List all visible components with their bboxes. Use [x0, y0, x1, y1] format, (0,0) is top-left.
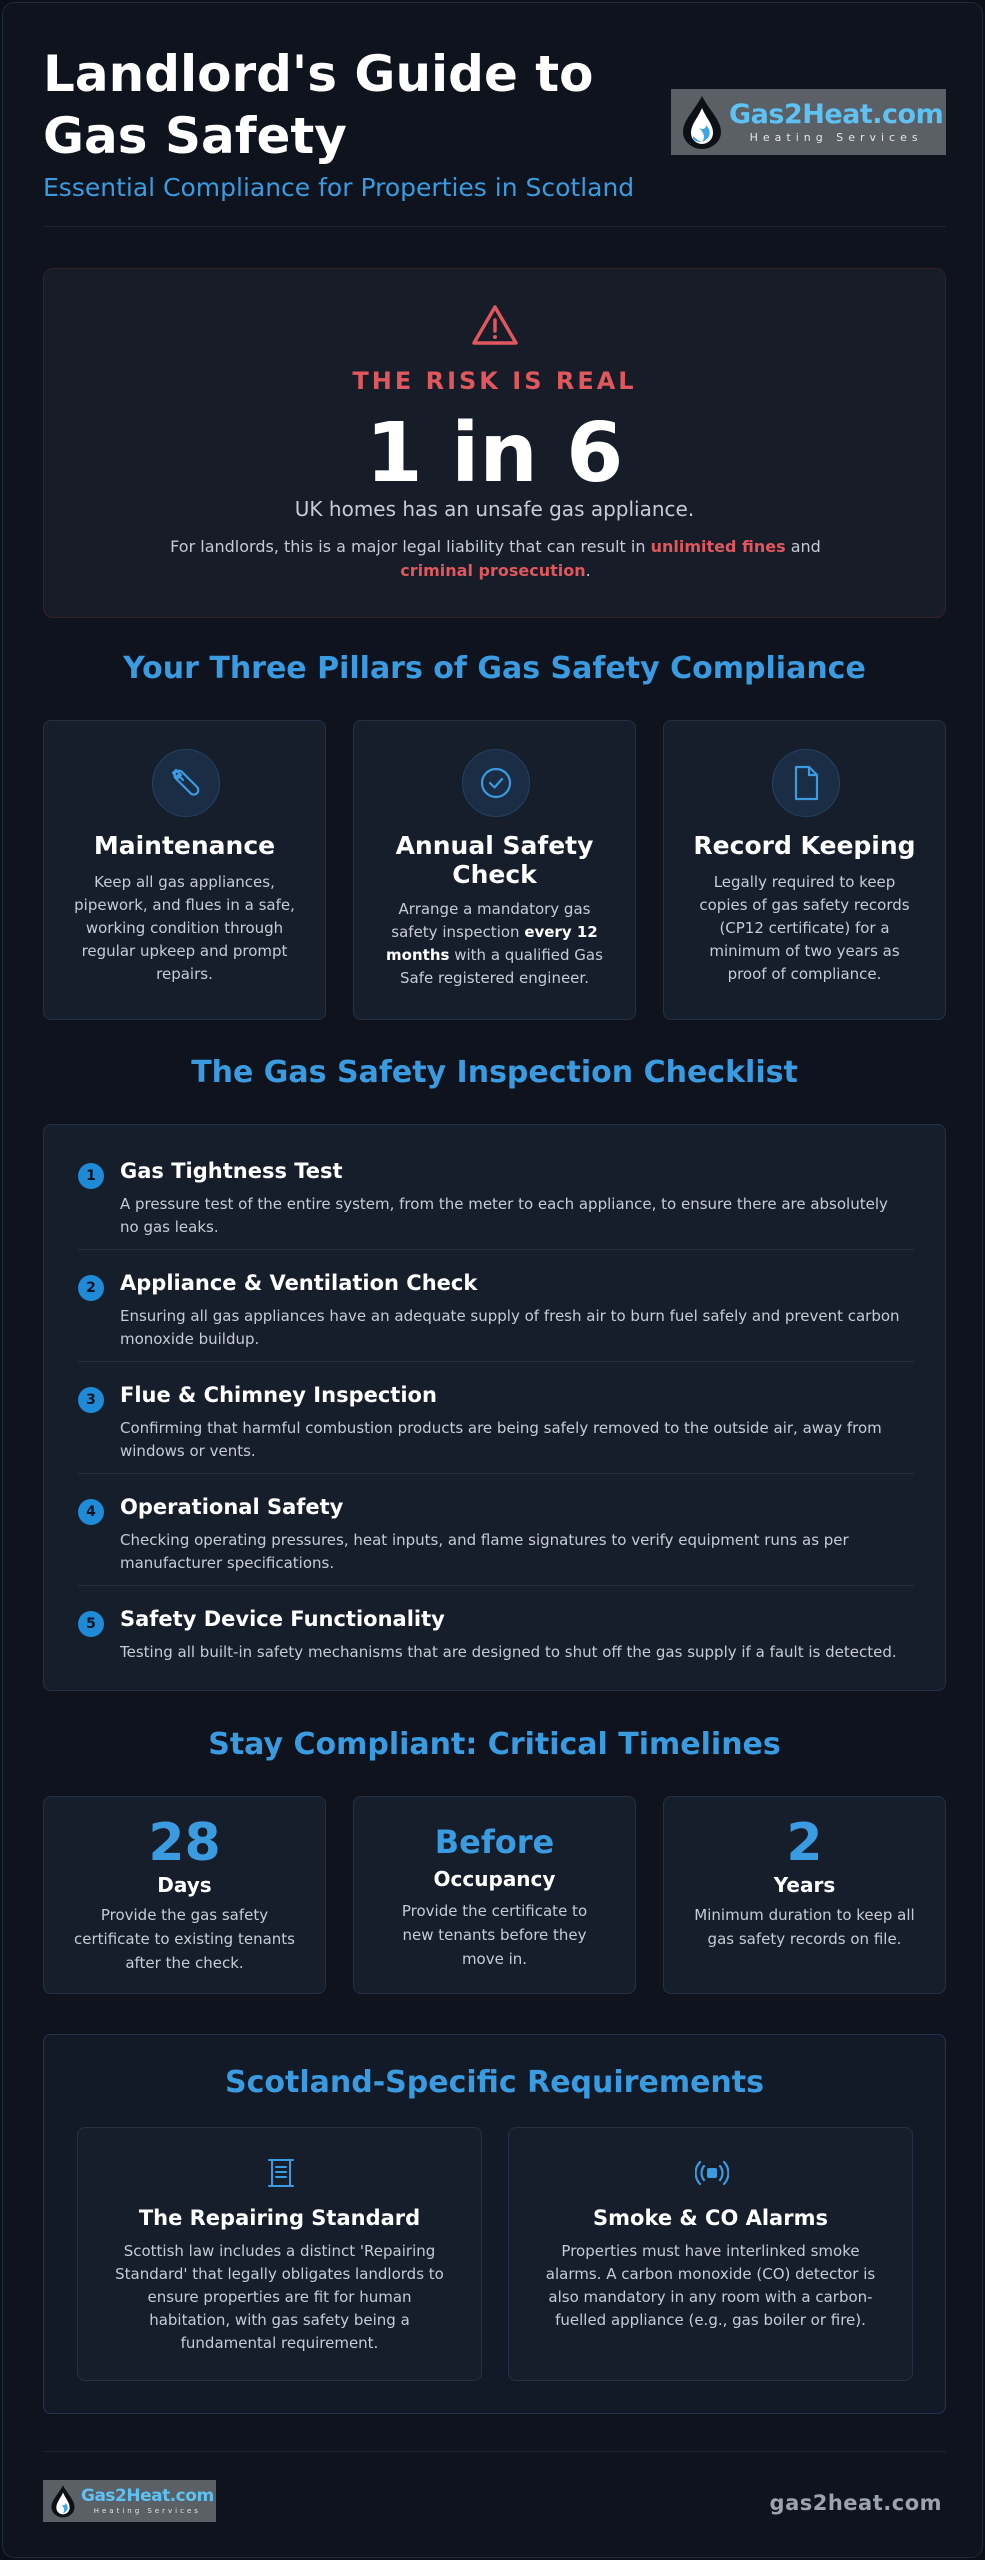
footer-divider: [43, 2451, 946, 2452]
step-number-badge: 3: [78, 1387, 104, 1413]
pillar-title: Maintenance: [93, 831, 276, 860]
page-title: Landlord's Guide to Gas Safety: [43, 45, 594, 165]
timeline-card: [353, 1796, 636, 1994]
pillar-desc-text-end: with a qualified Gas Safe registered engineer.: [400, 946, 603, 987]
step-number-badge: 1: [78, 1163, 104, 1189]
pillar-card-record-keeping: [663, 720, 946, 1020]
scroll-icon: [264, 2156, 298, 2190]
unlimited-fines-text: unlimited fines: [650, 537, 786, 556]
checklist-item-title: Operational Safety: [120, 1495, 344, 1519]
risk-note: [144, 535, 847, 583]
risk-card: [43, 268, 946, 618]
check-circle-icon: [462, 749, 530, 817]
checklist-item-title: Flue & Chimney Inspection: [120, 1383, 437, 1407]
checklist-divider: [78, 1361, 914, 1362]
checklist-item-title: Gas Tightness Test: [120, 1159, 343, 1183]
pillar-description: Legally required to keep copies of gas safety records (CP12 certificate) for a minimum of two years as proof of compliance.: [699, 873, 910, 983]
infographic-page: [2, 2, 983, 2558]
alarm-icon: [695, 2156, 729, 2190]
logo-brand-text: Gas2Heat.com: [729, 99, 944, 130]
checklist-divider: [78, 1473, 914, 1474]
pillar-card-maintenance: [43, 720, 326, 1020]
timeline-value: 2: [786, 1813, 823, 1873]
footer-logo-brand: Gas2Heat.com: [81, 2486, 214, 2506]
timeline-description: Minimum duration to keep all gas safety records on file.: [694, 1906, 915, 1948]
timeline-value: 28: [148, 1813, 221, 1873]
header-divider: [43, 226, 946, 227]
requirement-title: Smoke & CO Alarms: [593, 2206, 828, 2230]
footer-site-link[interactable]: gas2heat.com: [769, 2491, 942, 2515]
checklist-item-title: Safety Device Functionality: [120, 1607, 445, 1631]
timeline-card: [663, 1796, 946, 1994]
risk-subtext: UK homes has an unsafe gas appliance.: [294, 497, 695, 521]
warning-triangle-icon: [471, 303, 519, 347]
wrench-icon: [152, 749, 220, 817]
header: [43, 43, 946, 202]
risk-note-text: For landlords, this is a major legal liability that can result in: [170, 537, 651, 556]
pillar-desc-emphasis: every 12 months: [386, 923, 598, 964]
timeline-unit: Occupancy: [433, 1867, 556, 1891]
risk-label: THE RISK IS REAL: [352, 367, 637, 395]
inspection-checklist: [43, 1124, 946, 1691]
checklist-item-title: Appliance & Ventilation Check: [120, 1271, 478, 1295]
checklist-item-description: Checking operating pressures, heat inputs, and flame signatures to verify equipment runs as per manufacturer specifications.: [120, 1531, 849, 1572]
requirement-card-repairing-standard: [77, 2127, 482, 2381]
checklist-item-description: A pressure test of the entire system, from the meter to each appliance, to ensure there are absolutely no gas leaks.: [120, 1195, 888, 1236]
pillar-description: Keep all gas appliances, pipework, and flues in a safe, working condition through regular upkeep and prompt repairs.: [74, 873, 295, 983]
timeline-description: Provide the gas safety certificate to existing tenants after the check.: [74, 1906, 295, 1972]
risk-note-end: .: [585, 561, 591, 580]
pillar-description: [382, 898, 607, 990]
checklist-item-description: Testing all built-in safety mechanisms that are designed to shut off the gas supply if a fault is detected.: [120, 1643, 897, 1661]
pillar-desc-text: Arrange a mandatory gas safety inspection: [391, 900, 591, 941]
risk-note-and: and: [785, 537, 821, 556]
step-number-badge: 4: [78, 1499, 104, 1525]
timeline-description: Provide the certificate to new tenants before they move in.: [401, 1902, 588, 1968]
timeline-unit: Years: [773, 1873, 836, 1897]
pillar-title: Annual Safety Check: [395, 831, 594, 889]
pillar-card-annual-check: [353, 720, 636, 1020]
checklist-heading: The Gas Safety Inspection Checklist: [191, 1055, 798, 1090]
timeline-unit: Days: [157, 1873, 212, 1897]
flame-drop-icon: [49, 2484, 77, 2518]
checklist-item-description: Ensuring all gas appliances have an adequate supply of fresh air to burn fuel safely and prevent carbon monoxide buildup.: [120, 1307, 900, 1348]
requirement-description: Scottish law includes a distinct 'Repairing Standard' that legally obligates landlords to ensure properties are fit for human habitation, with gas safety being a fundamental requirement.: [115, 2242, 444, 2352]
pillars-heading: Your Three Pillars of Gas Safety Compliance: [123, 651, 866, 686]
timeline-card: [43, 1796, 326, 1994]
checklist-item-description: Confirming that harmful combustion products are being safely removed to the outside air, away from windows or vents.: [120, 1419, 882, 1460]
risk-statistic: 1 in 6: [365, 406, 624, 501]
brand-logo: [671, 89, 946, 155]
scotland-requirements: [43, 2034, 946, 2414]
footer-logo[interactable]: [43, 2480, 216, 2522]
timelines-heading: Stay Compliant: Critical Timelines: [208, 1727, 781, 1762]
document-icon: [772, 749, 840, 817]
requirement-description: Properties must have interlinked smoke alarms. A carbon monoxide (CO) detector is also mandatory in any room with a carbon-fuelled appliance (e.g., gas boiler or fire).: [545, 2242, 876, 2329]
footer-logo-tagline: Heating Services: [93, 2507, 201, 2515]
pillar-title: Record Keeping: [693, 831, 916, 860]
scotland-heading: Scotland-Specific Requirements: [225, 2065, 764, 2100]
timeline-value: Before: [434, 1823, 555, 1861]
requirement-title: The Repairing Standard: [138, 2206, 421, 2230]
checklist-divider: [78, 1249, 914, 1250]
criminal-prosecution-text: criminal prosecution: [400, 561, 586, 580]
requirement-card-smoke-co-alarms: [508, 2127, 913, 2381]
page-subtitle: Essential Compliance for Properties in Scotland: [43, 173, 635, 202]
flame-drop-icon: [679, 94, 725, 150]
logo-tagline: Heating Services: [749, 131, 923, 144]
step-number-badge: 5: [78, 1611, 104, 1637]
step-number-badge: 2: [78, 1275, 104, 1301]
checklist-divider: [78, 1585, 914, 1586]
